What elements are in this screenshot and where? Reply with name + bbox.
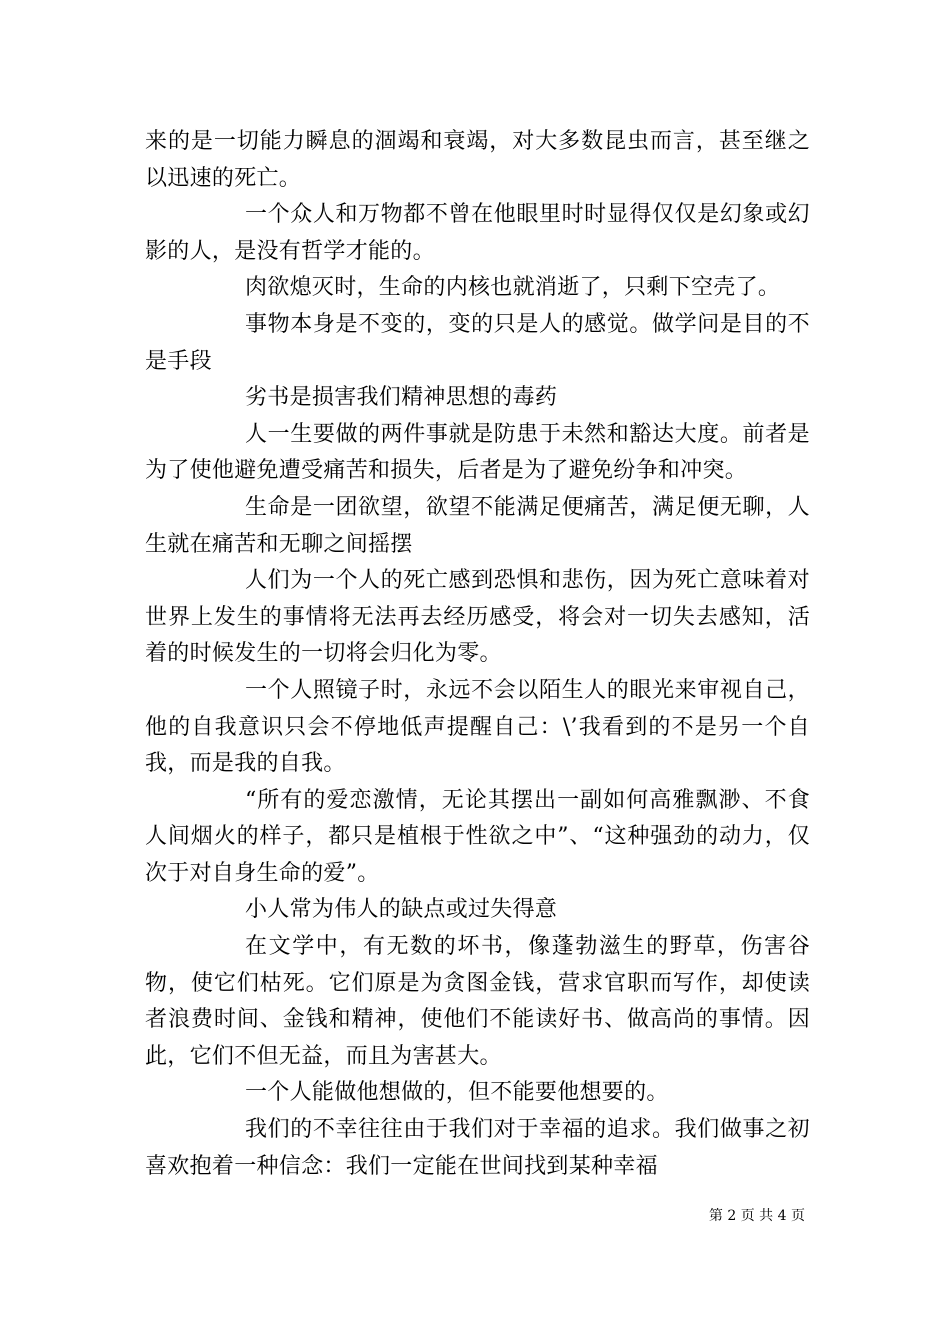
paragraph: 在文学中，有无数的坏书，像蓬勃滋生的野草，伤害谷物，使它们枯死。它们原是为贪图金钱，营求官职而写作，却使读者浪费时间、金钱和精神，使他们不能读好书、做高尚的事情。因此，它们不但无益，而且为害甚大。 (145, 934, 810, 1069)
paragraph: 来的是一切能力瞬息的涸竭和衰竭，对大多数昆虫而言，甚至继之以迅速的死亡。 (145, 129, 810, 191)
paragraph: 我们的不幸往往由于我们对于幸福的追求。我们做事之初喜欢抱着一种信念：我们一定能在世间找到某种幸福 (145, 1117, 810, 1179)
paragraph: 一个人能做他想做的，但不能要他想要的。 (245, 1080, 669, 1106)
page-number-footer: 第 2 页 共 4 页 (708, 1208, 805, 1224)
paragraph: “所有的爱恋激情，无论其摆出一副如何高雅飘渺、不食人间烟火的样子，都只是植根于性欲之中”、“这种强劲的动力，仅次于对自身生命的爱”。 (145, 787, 810, 886)
paragraph: 一个人照镜子时，永远不会以陌生人的眼光来审视自己，他的自我意识只会不停地低声提醒自己：\’我看到的不是另一个自我，而是我的自我。 (145, 677, 810, 777)
document-body (145, 124, 810, 1185)
paragraph: 劣书是损害我们精神思想的毒药 (245, 385, 558, 411)
paragraph: 肉欲熄灭时，生命的内核也就消逝了，只剩下空壳了。 (245, 275, 781, 301)
paragraph: 小人常为伟人的缺点或过失得意 (245, 897, 558, 923)
paragraph: 生命是一团欲望，欲望不能满足便痛苦，满足便无聊，人生就在痛苦和无聊之间摇摆 (145, 494, 810, 557)
paragraph: 人一生要做的两件事就是防患于未然和豁达大度。前者是为了使他避免遭受痛苦和损失，后者是为了避免纷争和冲突。 (145, 421, 810, 484)
paragraph: 一个众人和万物都不曾在他眼里时时显得仅仅是幻象或幻影的人，是没有哲学才能的。 (145, 202, 810, 264)
paragraph: 事物本身是不变的，变的只是人的感觉。做学问是目的不是手段 (145, 311, 810, 374)
paragraph: 人们为一个人的死亡感到恐惧和悲伤，因为死亡意味着对世界上发生的事情将无法再去经历感受，将会对一切失去感知，活着的时候发生的一切将会归化为零。 (145, 568, 810, 667)
